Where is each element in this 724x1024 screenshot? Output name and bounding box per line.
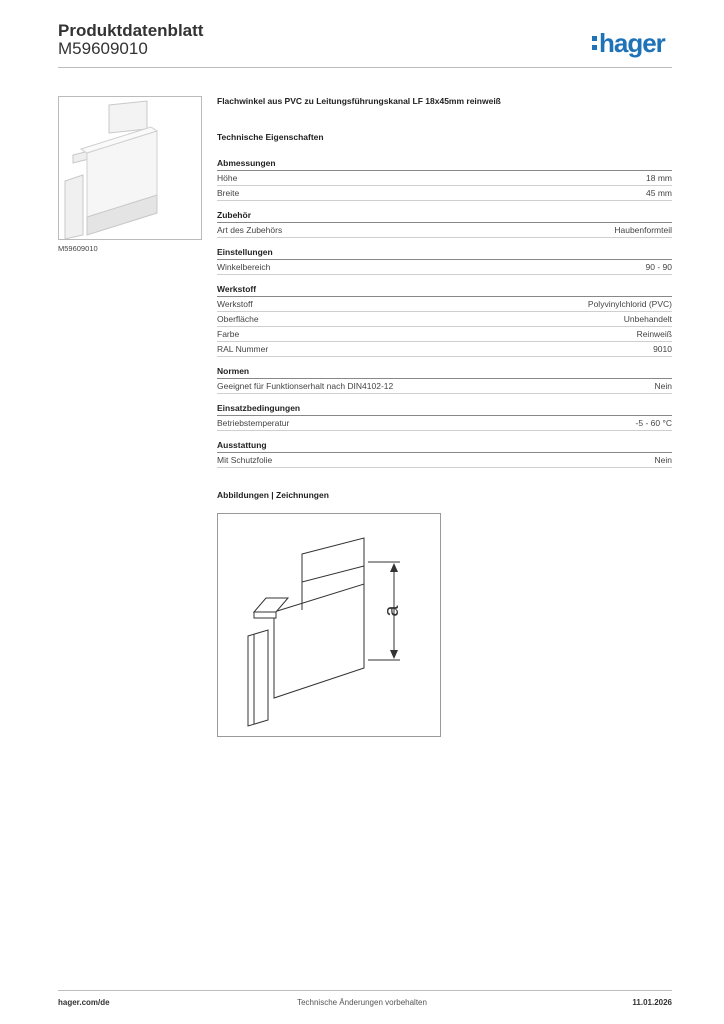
drawings-title: Abbildungen | Zeichnungen bbox=[217, 490, 329, 500]
spec-row bbox=[217, 186, 672, 201]
spec-label: Mit Schutzfolie bbox=[217, 455, 273, 465]
spec-label: Geeignet für Funktionserhalt nach DIN4102-12 bbox=[217, 381, 394, 391]
spec-row bbox=[217, 312, 672, 327]
page-title: Produktdatenblatt bbox=[58, 21, 204, 40]
spec-value: 18 mm bbox=[646, 173, 672, 183]
spec-group-abmessungen bbox=[217, 158, 672, 201]
group-title: Abmessungen bbox=[217, 158, 672, 171]
group-title: Einstellungen bbox=[217, 247, 672, 260]
footer-website-link[interactable]: hager.com/de bbox=[58, 998, 110, 1007]
product-photo-image bbox=[59, 97, 201, 239]
spec-row bbox=[217, 260, 672, 275]
spec-group-normen bbox=[217, 366, 672, 394]
spec-label: Winkelbereich bbox=[217, 262, 271, 272]
spec-value: Haubenformteil bbox=[614, 225, 672, 235]
spec-label: Art des Zubehörs bbox=[217, 225, 283, 235]
group-title: Einsatzbedingungen bbox=[217, 403, 672, 416]
group-title: Ausstattung bbox=[217, 440, 672, 453]
product-photo bbox=[58, 96, 202, 240]
spec-content bbox=[217, 96, 672, 500]
spec-value: Nein bbox=[654, 455, 672, 465]
header-divider bbox=[58, 67, 672, 68]
technical-drawing bbox=[217, 513, 441, 737]
spec-row bbox=[217, 171, 672, 186]
spec-row bbox=[217, 327, 672, 342]
spec-value: Nein bbox=[654, 381, 672, 391]
spec-label: RAL Nummer bbox=[217, 344, 269, 354]
product-code: M59609010 bbox=[58, 39, 148, 58]
spec-row bbox=[217, 379, 672, 394]
logo-dots-icon bbox=[592, 34, 597, 52]
spec-value: Reinweiß bbox=[636, 329, 672, 339]
hager-logo bbox=[592, 28, 665, 59]
logo-text: hager bbox=[599, 28, 665, 58]
spec-value: Polyvinylchlorid (PVC) bbox=[587, 299, 672, 309]
spec-label: Breite bbox=[217, 188, 240, 198]
group-title: Normen bbox=[217, 366, 672, 379]
spec-group-ausstattung bbox=[217, 440, 672, 468]
spec-group-werkstoff bbox=[217, 284, 672, 357]
spec-row bbox=[217, 297, 672, 312]
spec-value: -5 - 60 °C bbox=[635, 418, 672, 428]
spec-group-einsatzbedingungen bbox=[217, 403, 672, 431]
footer-divider bbox=[58, 990, 672, 991]
spec-value: 9010 bbox=[653, 344, 672, 354]
group-title: Werkstoff bbox=[217, 284, 672, 297]
spec-row bbox=[217, 416, 672, 431]
technical-drawing-image bbox=[218, 514, 440, 736]
spec-label: Höhe bbox=[217, 173, 238, 183]
spec-row bbox=[217, 223, 672, 238]
spec-value: 90 - 90 bbox=[645, 262, 672, 272]
spec-group-zubehoer bbox=[217, 210, 672, 238]
spec-label: Oberfläche bbox=[217, 314, 259, 324]
spec-row bbox=[217, 453, 672, 468]
spec-value: Unbehandelt bbox=[623, 314, 672, 324]
dimension-label: a bbox=[381, 605, 403, 617]
product-title: Flachwinkel aus PVC zu Leitungsführungskanal LF 18x45mm reinweiß bbox=[217, 96, 501, 106]
footer-date: 11.01.2026 bbox=[632, 998, 672, 1007]
spec-label: Farbe bbox=[217, 329, 240, 339]
photo-caption: M59609010 bbox=[58, 244, 98, 253]
spec-row bbox=[217, 342, 672, 357]
spec-label: Werkstoff bbox=[217, 299, 253, 309]
spec-label: Betriebstemperatur bbox=[217, 418, 290, 428]
spec-group-einstellungen bbox=[217, 247, 672, 275]
group-title: Zubehör bbox=[217, 210, 672, 223]
section-title: Technische Eigenschaften bbox=[217, 132, 324, 142]
spec-value: 45 mm bbox=[646, 188, 672, 198]
footer-note: Technische Änderungen vorbehalten bbox=[297, 998, 427, 1007]
